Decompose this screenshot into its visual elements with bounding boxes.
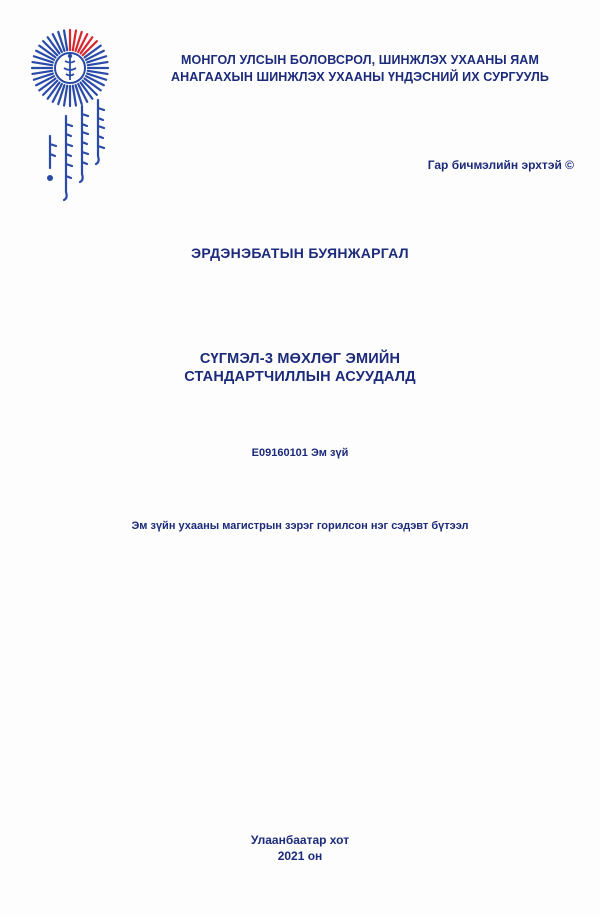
program-code: E09160101 Эм зүй [251, 447, 349, 459]
ministry-line-2: АНАГААХЫН ШИНЖЛЭХ УХААНЫ ҮНДЭСНИЙ ИХ СУРГУУЛЬ [171, 70, 549, 84]
emblem-ray [88, 62, 108, 65]
year: 2021 он [277, 849, 323, 863]
place-and-year [0, 832, 600, 864]
ministry-line-1: МОНГОЛ УЛСЫН БОЛОВСРОЛ, ШИНЖЛЭХ УХААНЫ ЯАМ [181, 53, 539, 67]
degree-statement: Эм зүйн ухааны магистрын зэрэг горилсон нэг сэдэвт бүтээл [131, 520, 469, 532]
city: Улаанбаатар хот [250, 833, 350, 847]
emblem-ray [73, 30, 76, 50]
mongolian-script-name [40, 96, 114, 206]
emblem-ray [88, 71, 108, 74]
emblem-ray [32, 71, 52, 74]
emblem-ray [32, 62, 52, 65]
emblem-ray [64, 30, 67, 50]
thesis-title [0, 350, 600, 386]
author-name: ЭРДЭНЭБАТЫН БУЯНЖАРГАЛ [191, 245, 409, 261]
title-line-1: СҮГМЭЛ-3 МӨХЛӨГ ЭМИЙН [199, 351, 401, 367]
title-line-2: СТАНДАРТЧИЛЛЫН АСУУДАЛД [184, 369, 416, 385]
ministry-header [140, 52, 580, 86]
copyright-notice: Гар бичмэлийн эрхтэй © [427, 158, 574, 172]
